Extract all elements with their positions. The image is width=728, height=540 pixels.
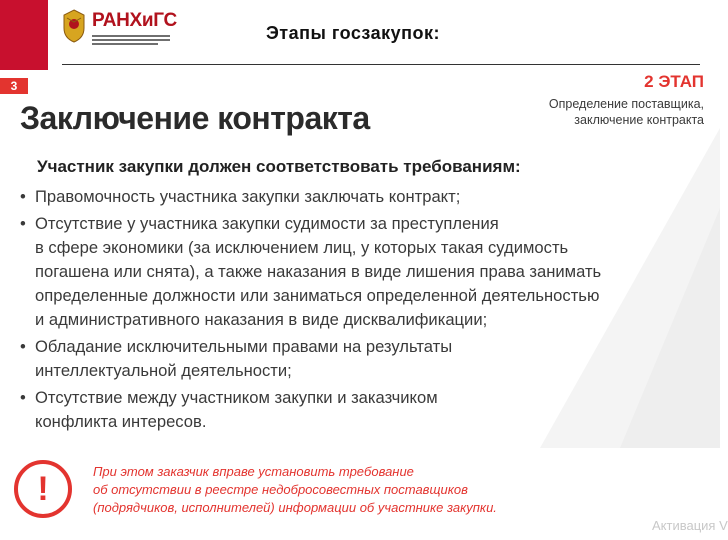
stage-description: [549, 96, 704, 128]
bullet: •: [20, 187, 26, 206]
activation-watermark: Активация V: [652, 518, 728, 533]
list-item-line: интеллектуальной деятельности;: [35, 361, 292, 380]
slide-heading: Заключение контракта: [20, 100, 370, 136]
stage-info: [549, 72, 704, 128]
list-item: [20, 386, 708, 434]
list-item-line: Правомочность участника закупки заключать контракт;: [35, 187, 461, 206]
logo-subtitle-lines: [92, 35, 170, 47]
stage-label: 2 ЭТАП: [644, 72, 704, 91]
ranepa-logo: [60, 8, 177, 52]
list-item-line: Отсутствие у участника закупки судимости за преступления: [35, 214, 499, 233]
list-item-line: Обладание исключительными правами на результаты: [35, 337, 453, 356]
brand-color-bar: [0, 0, 48, 70]
note-line: об отсутствии в реестре недобросовестных поставщиков: [93, 482, 468, 497]
stage-description-line: заключение контракта: [574, 113, 704, 127]
list-item: [20, 185, 708, 209]
bullet: •: [20, 388, 26, 407]
list-item-line: и административного наказания в виде дисквалификации;: [35, 310, 488, 329]
list-item-line: определенные должности или заниматься определенной деятельностью: [35, 286, 600, 305]
note-text: [93, 463, 553, 517]
header-divider: [62, 64, 700, 65]
list-item-line: Отсутствие между участником закупки и заказчиком: [35, 388, 438, 407]
slide-number-badge: 3: [0, 78, 28, 94]
eagle-emblem-icon: [60, 8, 88, 44]
page-title: Этапы госзакупок:: [266, 23, 441, 43]
exclamation-icon: [14, 460, 72, 518]
requirements-list: [20, 185, 708, 437]
list-item-line: конфликта интересов.: [35, 412, 207, 431]
bullet: •: [20, 214, 26, 233]
list-item-line: погашена или снята), а также наказания в виде лишения права занимать: [35, 262, 602, 281]
list-item: [20, 212, 708, 332]
note-line: (подрядчиков, исполнителей) информации об участнике закупки.: [93, 500, 497, 515]
bullet: •: [20, 337, 26, 356]
requirements-intro: Участник закупки должен соответствовать требованиям:: [37, 157, 521, 176]
stage-description-line: Определение поставщика,: [548, 97, 704, 111]
exclamation-symbol: !: [37, 470, 49, 508]
note-line: При этом заказчик вправе установить требование: [93, 464, 414, 479]
list-item-line: в сфере экономики (за исключением лиц, у которых такая судимость: [35, 238, 569, 257]
logo-text: РАНХиГС: [92, 10, 177, 31]
list-item: [20, 335, 708, 383]
